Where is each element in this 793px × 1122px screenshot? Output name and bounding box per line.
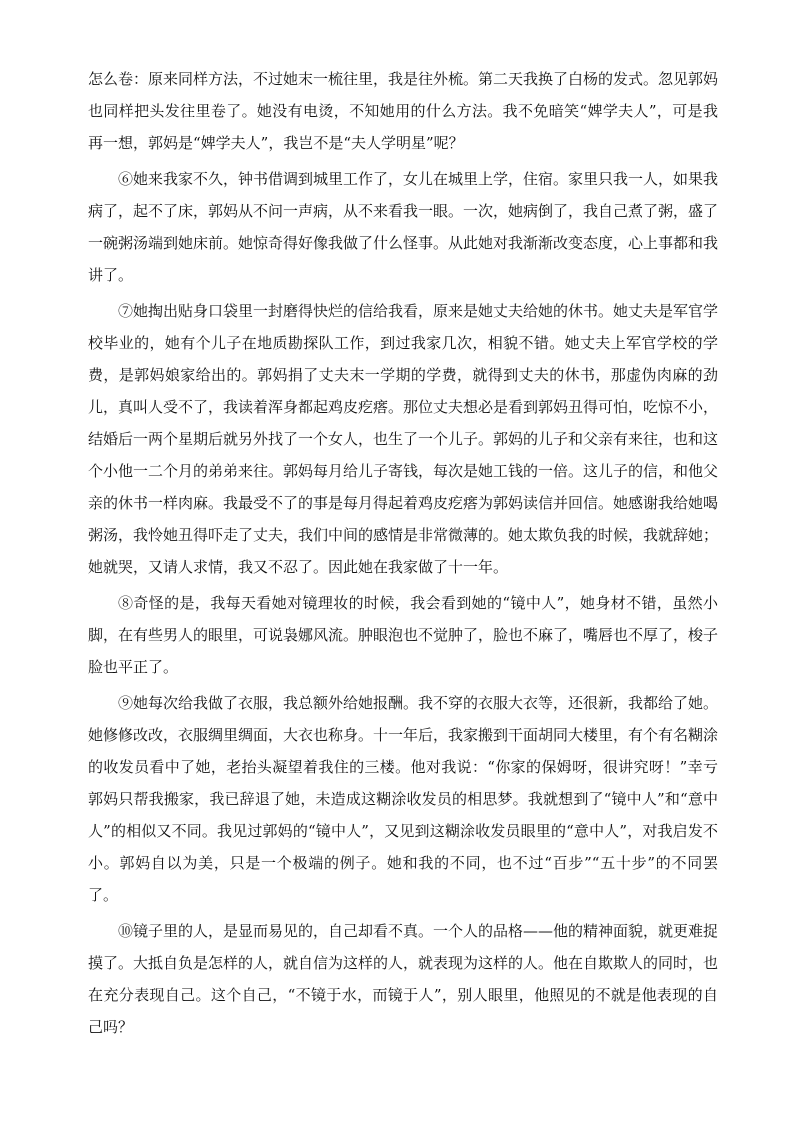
paragraph-7: ⑦她掏出贴身口袋里一封磨得快烂的信给我看，原来是她丈夫给她的休书。她丈夫是军官学校毕业的，她有个儿子在地质勘探队工作，到过我家几次，相貌不错。她丈夫上军官学校的学费，是郭妈娘家给出的。郭妈捐了丈夫末一学期的学费，就得到丈夫的休书，那虚伪肉麻的劲儿，真叫人受不了，我读着浑身都起鸡皮疙瘩。那位丈夫想必是看到郭妈丑得可怕，吃惊不小，结婚后一两个星期后就另外找了一个女人，也生了一个儿子。郭妈的儿子和父亲有来往，也和这个小他一二个月的弟弟来往。郭妈每月给儿子寄钱，每次是她工钱的一倍。这儿子的信，和他父亲的休书一样肉麻。我最受不了的事是每月得起着鸡皮疙瘩为郭妈读信并回信。她感谢我给她喝粥汤，我怜她丑得吓走了丈夫，我们中间的感情是非常微薄的。她太欺负我的时候，我就辞她；她就哭，又请人求情，我又不忍了。因此她在我家做了十一年。 bbox=[88, 302, 719, 576]
paragraph-9: ⑨她每次给我做了衣服，我总额外给她报酬。我不穿的衣服大衣等，还很新，我都给了她。她修修改改，衣服绸里绸面，大衣也称身。十一年后，我家搬到干面胡同大楼里，有个有名糊涂的收发员看中了她，老抬头凝望着我住的三楼。他对我说：“你家的保姆呀，很讲究呀！”幸亏郭妈只帮我搬家，我已辞退了她，未造成这糊涂收发员的相思梦。我就想到了“镜中人”和“意中人”的相似又不同。我见过郭妈的“镜中人”，又见到这糊涂收发员眼里的“意中人”，对我启发不小。郭妈自以为美，只是一个极端的例子。她和我的不同，也不过“百步”“五十步”的不同罢了。 bbox=[88, 694, 719, 904]
paragraph-6: ⑥她来我家不久，钟书借调到城里工作了，女儿在城里上学，住宿。家里只我一人，如果我病了，起不了床，郭妈从不问一声病，从不来看我一眼。一次，她病倒了，我自己煮了粥，盛了一碗粥汤端到她床前。她惊奇得好像我做了什么怪事。从此她对我渐渐改变态度，心上事都和我讲了。 bbox=[88, 170, 719, 284]
paragraph-8: ⑧奇怪的是，我每天看她对镜理妆的时候，我会看到她的“镜中人”，她身材不错，虽然小脚，在有些男人的眼里，可说袅娜风流。肿眼泡也不觉肿了，脸也不麻了，嘴唇也不厚了，梭子脸也平正了。 bbox=[88, 594, 719, 676]
paragraph-continued: 怎么卷：原来同样方法，不过她末一梳往里，我是往外梳。第二天我换了白杨的发式。忽见郭妈也同样把头发往里卷了。她没有电烫，不知她用的什么方法。我不免暗笑“婢学夫人”，可是我再一想，郭妈是“婢学夫人”，我岂不是“夫人学明星”呢？ bbox=[88, 70, 719, 152]
paragraph-10: ⑩镜子里的人，是显而易见的，自己却看不真。一个人的品格——他的精神面貌，就更难捉摸了。大抵自负是怎样的人，就自信为这样的人，就表现为这样的人。他在自欺欺人的同时，也在充分表现自己。这个自己，“不镜于水，而镜于人”，别人眼里，他照见的不就是他表现的自己吗？ bbox=[88, 922, 719, 1036]
document-page bbox=[88, 63, 718, 1043]
